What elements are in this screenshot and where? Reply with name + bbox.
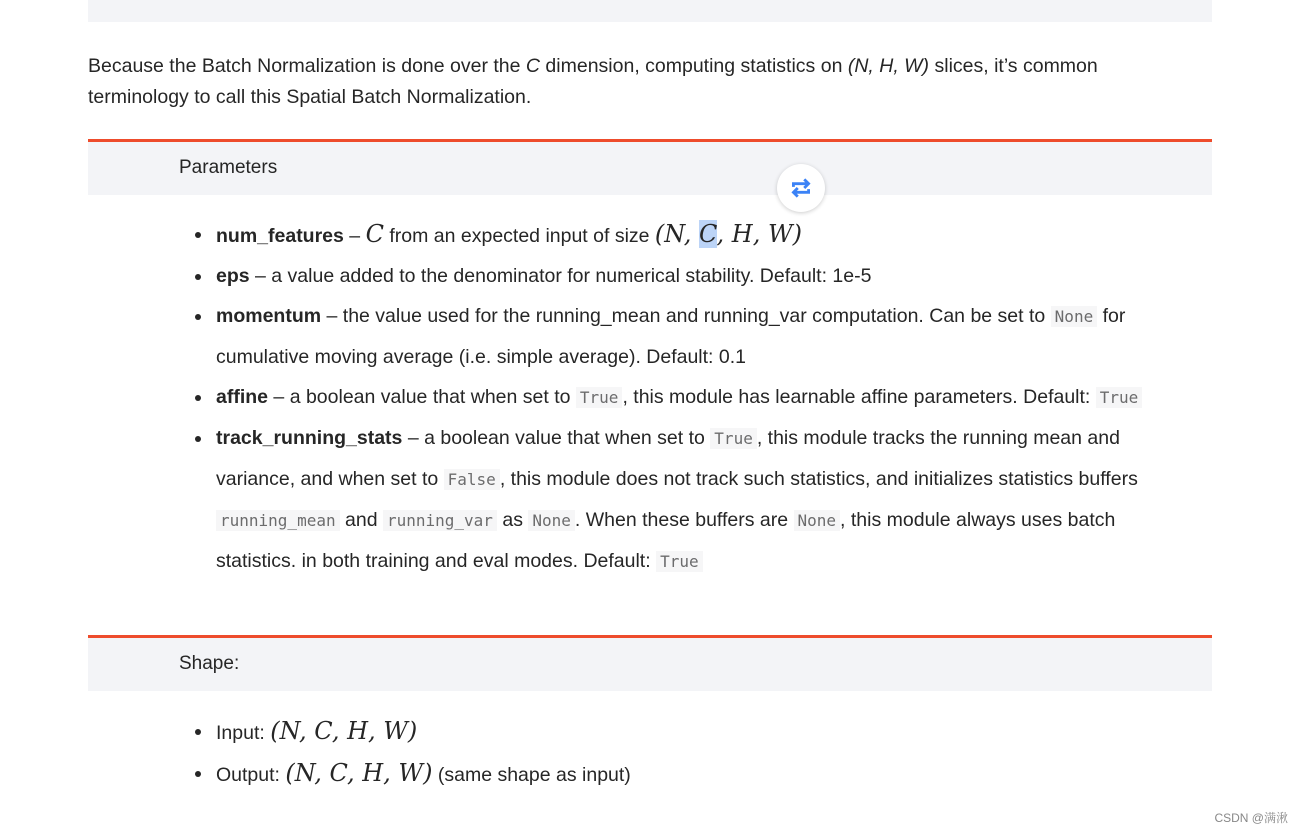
parameters-list bbox=[195, 214, 1195, 582]
shape-header bbox=[88, 635, 1212, 691]
repeat-icon bbox=[788, 175, 814, 201]
shape-title: Shape: bbox=[179, 653, 240, 674]
param-track-running-stats: track_running_stats – a boolean value that when set to True , this module tracks the running mean and variance, and when set to False , this module does not track such statistics, and initializes statistics buffers running_mean and running_var as None . When these buffers are None , this module always uses batch statistics. in both training and eval modes. Default: True bbox=[195, 418, 1195, 582]
param-affine: affine – a boolean value that when set to True , this module has learnable affine parameters. Default: True bbox=[195, 377, 1195, 418]
shape-list bbox=[195, 711, 1195, 795]
param-momentum: momentum – the value used for the running_mean and running_var computation. Can be set to None for cumulative moving average (i.e. simple average). Default: 0.1 bbox=[195, 296, 1195, 377]
parameters-header bbox=[88, 139, 1212, 195]
parameters-title: Parameters bbox=[179, 157, 278, 178]
param-eps: eps – a value added to the denominator for numerical stability. Default: 1e-5 bbox=[195, 256, 1195, 296]
shape-input: Input: (N, C, H, W) bbox=[195, 711, 1195, 753]
param-num-features: num_features – C from an expected input of size (N, C, H, W) bbox=[195, 214, 1195, 256]
intro-paragraph: Because the Batch Normalization is done over the C dimension, computing statistics on (N, H, W) slices, it’s common terminology to call this Spatial Batch Normalization. bbox=[88, 55, 1098, 108]
top-bar bbox=[88, 0, 1212, 22]
watermark: CSDN @满湫 bbox=[1214, 811, 1288, 825]
translate-button[interactable] bbox=[777, 164, 825, 212]
shape-output: Output: (N, C, H, W) (same shape as input) bbox=[195, 753, 1195, 795]
